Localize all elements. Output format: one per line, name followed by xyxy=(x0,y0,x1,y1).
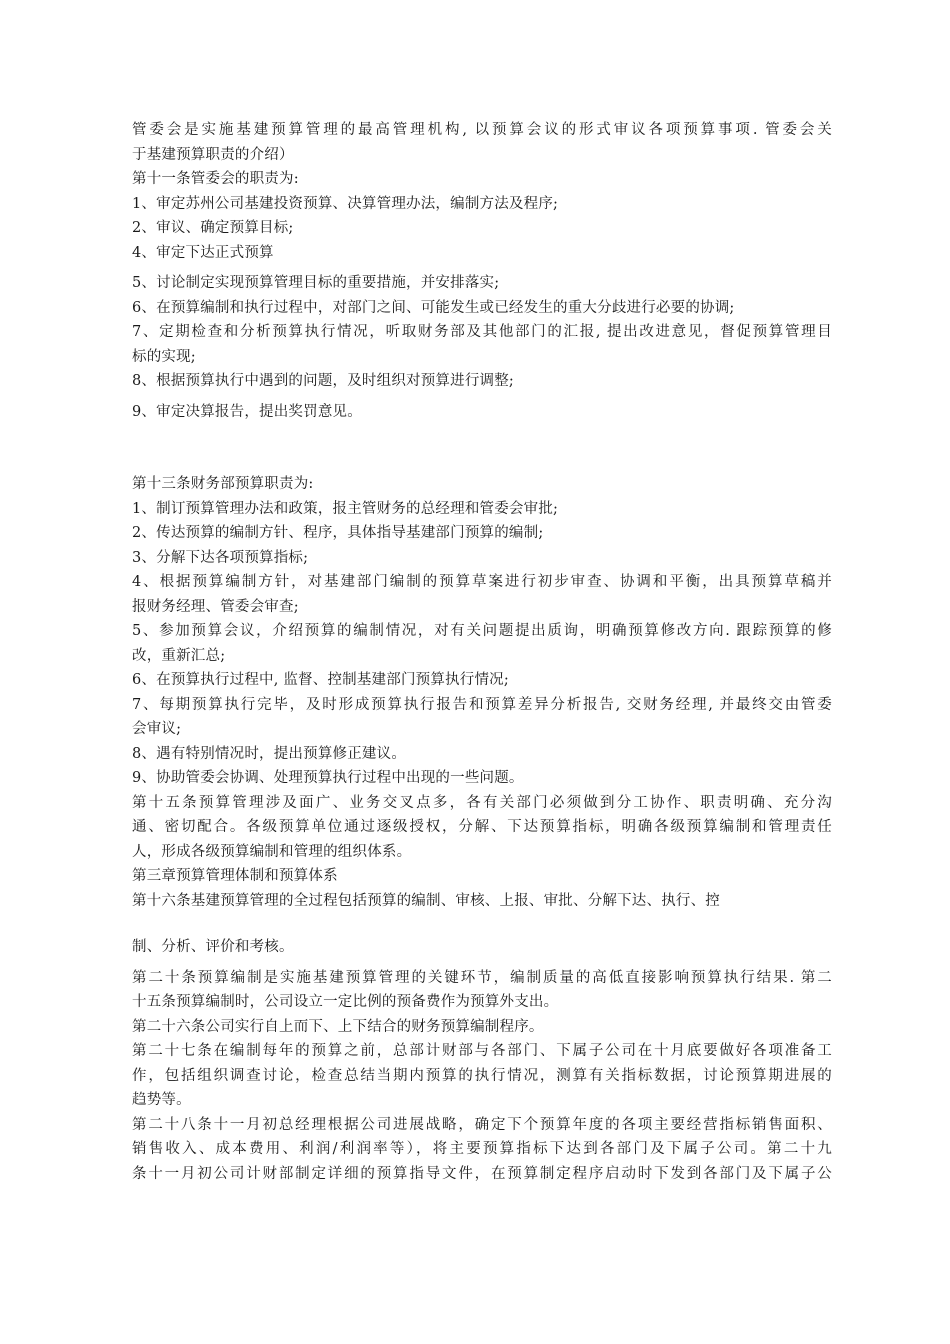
text-line: 6、在预算执行过程中, 监督、控制基建部门预算执行情况; xyxy=(132,672,509,688)
text-line: 第二十八条十一月初总经理根据公司进展战略，确定下个预算年度的各项主要经营指标销售面积、 xyxy=(132,1116,832,1133)
text-line: 第十三条财务部预算职责为: xyxy=(132,476,314,492)
text-line: 报财务经理、管委会审查; xyxy=(132,598,299,615)
chapter-heading: 第三章预算管理体制和预算体系 xyxy=(132,868,338,884)
text-line: 趋势等。 xyxy=(132,1092,191,1108)
text-line: 4、审定下达正式预算 xyxy=(132,244,274,261)
text-line: 作，包括组织调查讨论，检查总结当期内预算的执行情况，测算有关指标数据，讨论预算期进展的 xyxy=(132,1067,832,1084)
text-line: 管委会是实施基建预算管理的最高管理机构, 以预算会议的形式审议各项预算事项. 管委会关 xyxy=(132,122,832,138)
text-line: 1、审定苏州公司基建投资预算、决算管理办法，编制方法及程序; xyxy=(132,195,559,212)
text-line: 第十五条预算管理涉及面广、业务交叉点多，各有关部门必须做到分工协作、职责明确、充分沟 xyxy=(132,794,832,811)
text-line: 第二十六条公司实行自上而下、上下结合的财务预算编制程序。 xyxy=(132,1018,544,1035)
text-line: 第二十七条在编制每年的预算之前，总部计财部与各部门、下属子公司在十月底要做好各项准备工 xyxy=(132,1043,832,1059)
text-line: 第十一条管委会的职责为: xyxy=(132,171,299,187)
text-line: 5、参加预算会议，介绍预算的编制情况，对有关问题提出质询，明确预算修改方向. 跟踪预算的修 xyxy=(132,623,832,639)
text-line: 7、定期检查和分析预算执行情况，听取财务部及其他部门的汇报, 提出改进意见，督促预算管理目 xyxy=(132,324,832,340)
text-line: 通、密切配合。各级预算单位通过逐级授权，分解、下达预算指标，明确各级预算编制和管理责任 xyxy=(132,819,832,835)
text-line: 于基建预算职责的介绍） xyxy=(132,146,294,163)
text-line: 会审议; xyxy=(132,721,182,737)
text-line: 8、根据预算执行中遇到的问题，及时组织对预算进行调整; xyxy=(132,373,515,389)
text-line: 4、根据预算编制方针，对基建部门编制的预算草案进行初步审查、协调和平衡，出具预算草稿并 xyxy=(132,574,832,590)
text-line: 2、审议、确定预算目标; xyxy=(132,220,294,236)
text-line: 制、分析、评价和考核。 xyxy=(132,939,294,955)
text-line: 9、审定决算报告，提出奖罚意见。 xyxy=(132,403,362,420)
text-line: 第二十条预算编制是实施基建预算管理的关键环节，编制质量的高低直接影响预算执行结果. 第二 xyxy=(132,969,832,986)
text-line: 2、传达预算的编制方针、程序，具体指导基建部门预算的编制; xyxy=(132,525,544,541)
text-line: 十五条预算编制时，公司设立一定比例的预备费作为预算外支出。 xyxy=(132,994,559,1010)
text-line: 1、制订预算管理办法和政策，报主管财务的总经理和管委会审批; xyxy=(132,500,559,517)
text-line: 7、每期预算执行完毕，及时形成预算执行报告和预算差异分析报告, 交财务经理, 并最终交由管委 xyxy=(132,696,832,713)
text-line: 5、讨论制定实现预算管理目标的重要措施，并安排落实; xyxy=(132,275,500,291)
text-line: 6、在预算编制和执行过程中，对部门之间、可能发生或已经发生的重大分歧进行必要的协调; xyxy=(132,299,735,316)
text-line: 9、协助管委会协调、处理预算执行过程中出现的一些问题。 xyxy=(132,770,524,786)
text-line: 条十一月初公司计财部制定详细的预算指导文件，在预算制定程序启动时下发到各部门及下属子公 xyxy=(132,1165,832,1182)
text-line: 8、遇有特别情况时，提出预算修正建议。 xyxy=(132,745,407,762)
text-line: 标的实现; xyxy=(132,348,196,365)
document-page xyxy=(132,118,832,1186)
text-line: 人，形成各级预算编制和管理的组织体系。 xyxy=(132,843,412,860)
text-line: 3、分解下达各项预算指标; xyxy=(132,549,309,566)
text-line: 改，重新汇总; xyxy=(132,647,226,664)
text-line: 销售收入、成本费用、利润/利润率等），将主要预算指标下达到各部门及下属子公司。第二十九 xyxy=(132,1141,832,1157)
text-line: 第十六条基建预算管理的全过程包括预算的编制、审核、上报、审批、分解下达、执行、控 xyxy=(132,892,720,909)
